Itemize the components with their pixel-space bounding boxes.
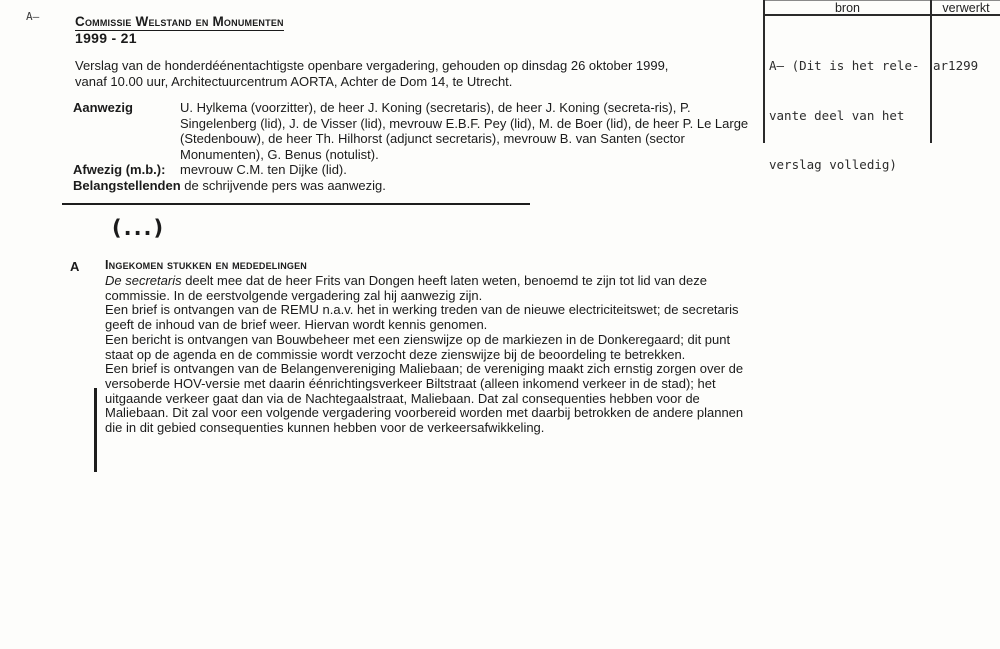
verwerkt-value: ar1299 bbox=[933, 58, 979, 73]
paragraph-secretaris bbox=[105, 274, 748, 303]
horizontal-rule bbox=[62, 203, 530, 205]
belangstellenden-value: de schrijvende pers was aanwezig. bbox=[180, 177, 386, 193]
attendance-row-belangstellenden bbox=[73, 178, 749, 194]
afwezig-label: Afwezig (m.b.): bbox=[73, 162, 166, 177]
section-body bbox=[105, 274, 748, 436]
bron-note-line: verslag volledig) bbox=[769, 157, 897, 172]
document-number: 1999 - 21 bbox=[75, 30, 137, 46]
belangstellenden-label: Belangstellenden bbox=[73, 177, 181, 193]
meeting-intro-paragraph: Verslag van de honderdéénentachtigste openbare vergadering, gehouden op dinsdag 26 oktober 1999, vanaf 10.00 uur, Architectuurcentrum AORTA, Achter de Dom 14, te Utrecht. bbox=[75, 58, 669, 89]
afwezig-value: mevrouw C.M. ten Dijke (lid). bbox=[180, 162, 347, 177]
bron-annotation-note bbox=[769, 25, 920, 190]
column-header-verwerkt: verwerkt bbox=[942, 1, 990, 15]
margin-code: A– bbox=[26, 10, 40, 23]
aanwezig-label: Aanwezig bbox=[73, 100, 133, 115]
bron-note-line: A– (Dit is het rele- bbox=[769, 58, 920, 73]
margin-change-bar bbox=[94, 388, 97, 472]
attendance-row-afwezig bbox=[73, 162, 749, 178]
paragraph-lead-rest: deelt mee dat de heer Frits van Dongen heeft laten weten, benoemd te zijn tot lid van deze commissie. In de eerstvolgende vergadering zal hij aanwezig zijn. bbox=[105, 273, 707, 303]
page-title: Commissie Welstand en Monumenten bbox=[75, 14, 284, 29]
paragraph-maliebaan: Een brief is ontvangen van de Belangenvereniging Maliebaan; de vereniging maakt zich ernstig zorgen over de versoberde HOV-versie met daarin éénrichtingsverkeer Biltstraat (alleen inkomend verkeer in de stad); het uitgaande verkeer gaat dan via de Nachtegaalstraat, Maliebaan. Dat zal consequenties hebben voor de Maliebaan. Dit zal voor een volgende vergadering voorbereid worden met daarbij betrokken de andere plannen die in dit gebied consequenties kunnen hebben voor de verkeersafwikkeling. bbox=[105, 361, 744, 436]
omission-mark: (...) bbox=[112, 216, 166, 240]
paragraph-bouwbeheer: Een bericht is ontvangen van Bouwbeheer met een zienswijze op de markiezen in de Donkeregaard; dit punt staat op de agenda en de commissie wordt verzocht deze zienswijze bij de beoordeling te betrekken. bbox=[105, 331, 731, 362]
section-letter: A bbox=[70, 259, 80, 274]
section-heading: Ingekomen stukken en mededelingen bbox=[105, 258, 308, 272]
panel-column-divider bbox=[930, 0, 932, 143]
bron-note-line: vante deel van het bbox=[769, 107, 905, 123]
paragraph-lead-italic: De secretaris bbox=[105, 273, 182, 288]
attendance-block bbox=[73, 100, 749, 193]
panel-left-border bbox=[763, 0, 765, 143]
column-header-bron: bron bbox=[834, 1, 861, 15]
aanwezig-value: U. Hylkema (voorzitter), de heer J. Koning (secretaris), de heer J. Koning (secreta-ris), P. Singelenberg (lid), J. de Visser (lid), mevrouw E.B.F. Pey (lid), M. de Boer (lid), de heer P. Le Large (Stedenbouw), de heer Th. Hilhorst (adjunct secretaris), mevrouw B. van Santen (sector Monumenten), G. Benus (notulist). bbox=[180, 100, 749, 162]
attendance-row-aanwezig bbox=[73, 100, 749, 162]
document-header bbox=[75, 13, 284, 31]
paragraph-remu: Een brief is ontvangen van de REMU n.a.v. het in werking treden van de nieuwe electriciteitswet; de secretaris geeft de inhoud van de brief weer. Hiervan wordt kennis genomen. bbox=[105, 302, 739, 333]
